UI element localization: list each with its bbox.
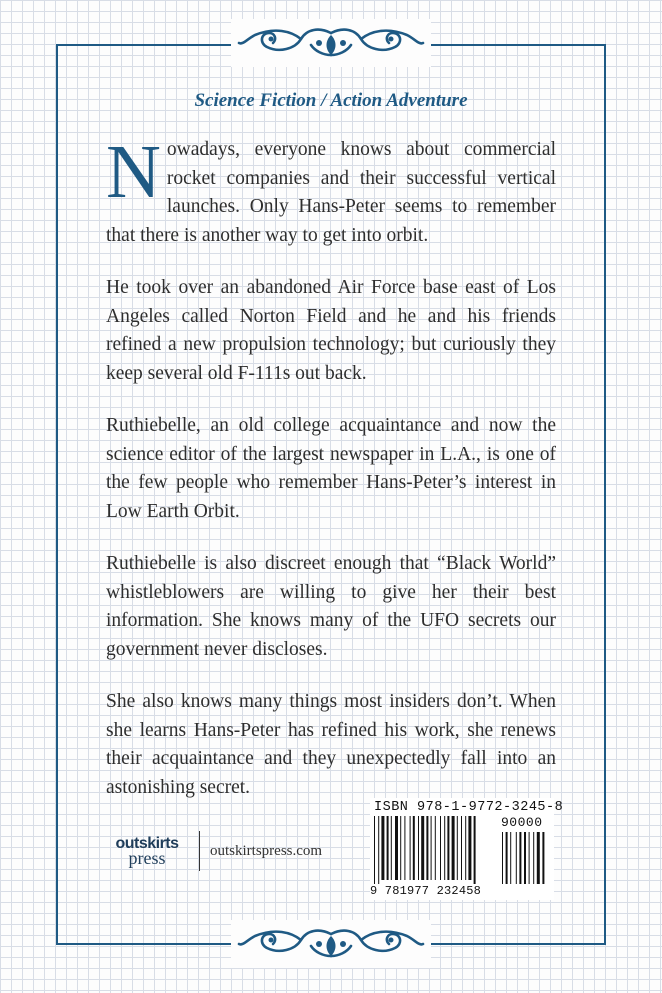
barcode-bar: [444, 816, 445, 880]
isbn-label: ISBN 978-1-9772-3245-8: [374, 800, 564, 815]
barcode-bar: [374, 816, 375, 884]
publisher-divider: [199, 831, 200, 871]
barcode-bar: [474, 816, 476, 884]
barcode-bar: [435, 816, 436, 880]
price-barcode-bar: [529, 832, 530, 884]
price-barcode-bar: [510, 832, 511, 884]
price-barcode-bar: [533, 832, 534, 884]
barcode-number: 9 781977 232458: [370, 884, 482, 898]
barcode-bar: [413, 816, 415, 880]
price-barcode-bar: [519, 832, 521, 884]
price-barcode-bar: [524, 832, 526, 884]
price-barcode-bar: [502, 832, 503, 884]
paragraph-1: Nowadays, everyone knows about commercial rocket companies and their successful vertical launches. Only Hans-Peter seems to remember that there is another way to get into orbit.: [106, 130, 556, 246]
barcode-bar: [418, 816, 419, 880]
barcode-bar: [387, 816, 389, 880]
barcode-bar: [410, 816, 411, 880]
bottom-flourish-ornament: [231, 920, 431, 968]
top-flourish-ornament: [231, 19, 431, 67]
blurb-text: [106, 130, 556, 826]
paragraph-2: He took over an abandoned Air Force base east of Los Angeles called Norton Field and he and his friends refined a new propulsion technology; but curiously they keep several old F-111s out back.: [106, 277, 556, 384]
barcode-bar: [452, 816, 455, 880]
barcode-bar: [395, 816, 398, 880]
barcode-bar: [381, 816, 384, 880]
price-barcode-bar: [516, 832, 517, 884]
barcode-bar: [447, 816, 449, 880]
barcode-bar: [465, 816, 466, 880]
drop-cap: N: [106, 130, 161, 214]
barcode-bar: [431, 816, 432, 880]
barcode: [370, 798, 564, 900]
paragraph-3: Ruthiebelle, an old college acquaintance and now the science editor of the largest newspaper in L.A., is one of the few people who remember Hans-Peter’s interest in Low Earth Orbit.: [106, 415, 556, 522]
publisher-logo: outskirts press: [115, 835, 179, 868]
barcode-bar: [426, 816, 428, 880]
price-barcode-bar: [537, 832, 540, 884]
barcode-bar: [378, 816, 379, 884]
barcode-bar: [391, 816, 392, 880]
barcode-bar: [457, 816, 458, 880]
publisher-url: outskirtspress.com: [210, 842, 323, 859]
genre-heading: Science Fiction / Action Adventure: [194, 90, 468, 111]
barcode-bar: [400, 816, 401, 880]
barcode-bar: [468, 816, 471, 880]
barcode-bar: [421, 816, 424, 880]
paragraph-5: She also knows many things most insiders don’t. When she learns Hans-Peter has refined his work, she renews their acquaintance and they unexpectedly fall into an astonishing secret.: [106, 691, 556, 798]
paragraph-4: Ruthiebelle is also discreet enough that “Black World” whistleblowers are willing to give her their best information. She knows many of the UFO secrets our government never discloses.: [106, 553, 556, 660]
barcode-bar: [440, 816, 441, 880]
price-barcode-bar: [542, 832, 544, 884]
price-barcode-bar: [506, 832, 508, 884]
publisher-block: [107, 823, 322, 879]
price-code: 90000: [501, 815, 543, 830]
barcode-bar: [404, 816, 405, 880]
barcode-bar: [461, 816, 462, 880]
